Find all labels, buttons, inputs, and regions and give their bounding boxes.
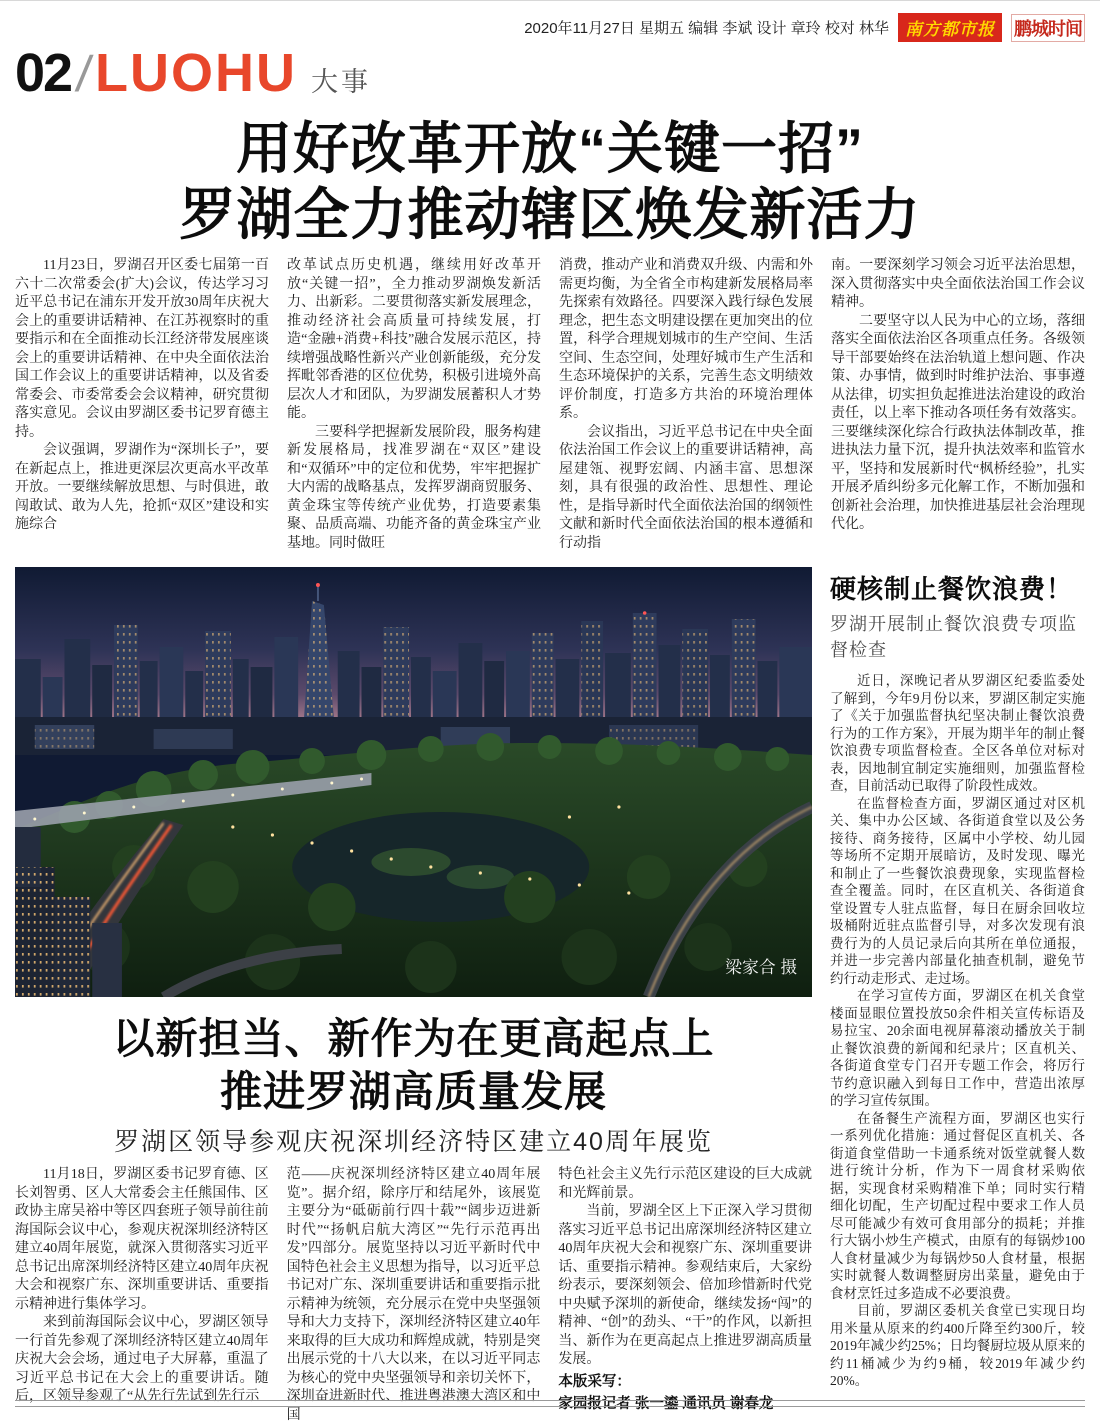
article2-body [15, 1166, 812, 1425]
dateline: 2020年11月27日 星期五 编辑 李斌 设计 章玲 校对 林华 [524, 20, 889, 37]
article2-block [15, 567, 812, 1425]
bottom-rule [15, 1400, 1085, 1407]
photo-credit: 梁家合 摄 [725, 957, 798, 978]
topbar [15, 7, 1085, 42]
paragraph: 范——庆祝深圳经济特区建立40周年展览”。据介绍，除序厅和结尾外，该展览主要分为“砥砺前行四十载”“阔步迈进新时代”“扬帆启航大湾区”“先行示范再出发”四部分。展览坚持以习近平新时代中国特色社会主义思想为指导，以习近平总书记对广东、深圳重要讲话和重要指示批示精神为统领，充分展示在党中央坚强领导和大力支持下，深圳经济特区建立40年来取得的巨大成功和辉煌成就，特别是突出展示党的十八大以来，在以习近平同志为核心的党中央坚强领导和亲切关怀下，深圳奋进新时代、推进粤港澳大湾区和中国 [286, 1167, 541, 1423]
paragraph: 在备餐生产流程方面，罗湖区也实行一系列优化措施：通过督促区直机关、各街道食堂借助一卡通系统对饭堂就餐人数进行统计分析，作为下一周食材采购依据，实现食材采购精准下单；同时实行精细化切配，生产切配过程中要求工作人员尽可能减少有效可食用部分的损耗；并推行大锅小炒生产模式，由原有的每锅炒100人食材量减少为每锅炒50人食材量，根据实时就餐人数调整厨房出菜量，避免由于食材烹饪过多造成不必要浪费。 [830, 1110, 1085, 1301]
second-headline-line1: 以新担当、新作为在更高起点上 [112, 1015, 715, 1063]
article1-column-3 [559, 257, 813, 553]
middle-zone [15, 567, 1085, 1425]
paragraph: 二要坚守以人民为中心的立场，落细落实全面依法治区各项重点任务。各级领导干部要始终在法治轨道上想问题、作决策、办事情，做到时时维护法治、事事遵从法律，切实担负起推进法治建设的政治责任，以上率下推动各项任务有效落实。三要继续深化综合行政执法体制改革，推进执法力量下沉，提升执法效率和监管水平，坚持和发展新时代“枫桥经验”，扎实开展矛盾纠纷多元化解工作，不断加强和创新社会治理，加快推进基层社会治理现代化。 [831, 313, 1085, 533]
main-headline-line1: 用好改革开放“关键一招” [236, 117, 864, 180]
city-photo-illustration [15, 567, 812, 997]
paragraph: 当前，罗湖全区上下正深入学习贯彻落实习近平总书记出席深圳经济特区建立40周年庆祝大会和视察广东、深圳重要讲话、重要指示精神。参观结束后，大家纷纷表示，要深刻领会、倍加珍惜新时代党中央赋予深圳的新使命，继续发扬“闯”的精神、“创”的劲头、“干”的作风，以新担当、新作为在更高起点上推进罗湖高质量发展。 [558, 1204, 812, 1368]
side-article-title: 硬核制止餐饮浪费！ [830, 574, 1074, 605]
paragraph: 改革试点历史机遇，继续用好改革开放“关键一招”，全力推动罗湖焕发新活力、出新彩。二要贯彻落实新发展理念，推动经济社会高质量可持续发展，打造“金融+消费+科技”融合发展示范区，持续增强战略性新兴产业创新能级，充分发挥毗邻香港的区位优势，积极引进境外高层次人才和团队，为罗湖发展蓄积人才势能。 [287, 258, 541, 422]
paragraph: 特色社会主义先行示范区建设的巨大成就和光辉前景。 [558, 1167, 812, 1201]
side-article [830, 567, 1085, 1425]
byline: 家园报记者 张一鎏 通讯员 谢春龙 [558, 1395, 774, 1412]
masthead [15, 42, 1085, 104]
paragraph: 在监督检查方面，罗湖区通过对区机关、集中办公区域、各街道食堂以及公务接待、商务接待，区属中小学校、幼儿园等场所不定期开展暗访，及时发现、曝光和制止了一些餐饮浪费现象，实现监督检查全覆盖。同时，在区直机关、各街道食堂设置专人驻点监督，每日在厨余回收垃圾桶附近驻点监督引导，对多次发现有浪费行为的人员记录后向其所在单位通报，并进一步完善内部量化抽查机制，避免节约行动走形式、走过场。 [830, 795, 1085, 986]
paragraph: 三要科学把握新发展阶段，服务构建新发展格局，找准罗湖在“双区”建设和“双循环”中的定位和优势，牢牢把握扩大内需的战略基点，发挥罗湖商贸服务、黄金珠宝等传统产业优势，打造要素集聚、品质高端、功能齐备的黄金珠宝产业基地。同时做旺 [287, 424, 541, 551]
byline-label: 本版采写： [558, 1373, 631, 1390]
article2-column-3 [558, 1166, 812, 1425]
paragraph: 11月18日，罗湖区委书记罗育德、区长刘智勇、区人大常委会主任熊国伟、区政协主席吴裕中等区四套班子领导前往前海国际会议中心，参观庆祝深圳经济特区建立40周年展览，就深入贯彻落实习近平总书记出席深圳经济特区建立40周年庆祝大会和视察广东、深圳重要讲话、重要指示精神进行集体学习。 [15, 1167, 269, 1312]
article1-column-2 [287, 257, 541, 553]
paragraph: 来到前海国际会议中心，罗湖区领导一行首先参观了深圳经济特区建立40周年庆祝大会会场，通过电子大屏幕，重温了习近平总书记在大会上的重要讲话。随后，区领导参观了“从先行先试到先行示 [15, 1315, 269, 1405]
paragraph: 11月23日，罗湖召开区委七届第一百六十二次常委会(扩大)会议，传达学习习近平总书记在浦东开发开放30周年庆祝大会上的重要讲话精神、在江苏视察时的重要指示和在全面推动长江经济带发展座谈会上的重要讲话精神、在中央全面依法治国工作会议上的重要讲话精神，以及省委常委会、市委常委会会议精神，研究贯彻落实意见。会议由罗湖区委书记罗育德主持。 [15, 258, 269, 440]
paragraph: 目前，罗湖区委机关食堂已实现日均用米量从原来的约400斤降至约300斤，较2019年减少约25%；日均餐厨垃圾从原来的约11桶减少为约9桶，较2019年减少约20%。 [830, 1303, 1085, 1389]
second-headline-line2: 推进罗湖高质量发展 [219, 1067, 607, 1115]
paragraph: 会议指出，习近平总书记在中央全面依法治国工作会议上的重要讲话精神，高屋建瓴、视野宏阔、内涵丰富、思想深刻，具有很强的政治性、思想性、理论性，是指导新时代全面依法治国的纲领性文献和新时代全面依法治国的根本遵循和行动指 [559, 424, 813, 551]
section-subtitle: 大事 [310, 67, 371, 97]
article1-column-4 [831, 257, 1085, 553]
newspaper-logo: 南方都市报 [898, 13, 1002, 42]
second-headline-subhead: 罗湖区领导参观庆祝深圳经济特区建立40周年展览 [114, 1128, 713, 1157]
paragraph: 在学习宣传方面，罗湖区在机关食堂楼面显眼位置投放50余件相关宣传标语及易拉宝、20余面电视屏幕滚动播放关于制止餐饮浪费的新闻和纪录片；区直机关、各街道食堂专门召开专题工作会，将厉行节约意识融入到每日工作中，营造出浓厚的学习宣传氛围。 [830, 988, 1085, 1109]
paragraph: 会议强调，罗湖作为“深圳长子”，要在新起点上，推进更深层次更高水平改革开放。一要继续解放思想、与时俱进，敢闯敢试、敢为人先，抢抓“双区”建设和实施综合 [15, 443, 269, 533]
masthead-slash: / [73, 46, 95, 102]
second-headline [15, 1013, 812, 1118]
section-name: LUOHU [94, 43, 297, 103]
page-number: 02 [15, 43, 72, 103]
article1-column-1 [15, 257, 269, 553]
article2-column-2 [287, 1166, 541, 1425]
city-photo [15, 567, 812, 997]
paragraph: 消费，推动产业和消费双升级、内需和外需更均衡，为全省全市构建新发展格局率先探索有效路径。四要深入践行绿色发展理念，把生态文明建设摆在更加突出的位置，科学合理规划城市的生产空间、生活空间、生态空间，处理好城市生产生活和生态环境保护的关系，完善生态文明绩效评价制度，打造多方共治的环境治理体系。 [559, 258, 813, 422]
side-article-subhead: 罗湖开展制止餐饮浪费专项监督检查 [830, 614, 1077, 661]
main-headline-line2: 罗湖全力推动辖区焕发新活力 [179, 182, 921, 246]
main-headline [15, 116, 1085, 247]
article1-body [15, 257, 1085, 553]
article2-column-1 [15, 1166, 269, 1425]
brand-stamp-logo: 鹏城时间 [1011, 14, 1085, 42]
paragraph: 南。一要深刻学习领会习近平法治思想，深入贯彻落实中央全面依法治国工作会议精神。 [831, 258, 1085, 311]
paragraph: 近日，深晚记者从罗湖区纪委监委处了解到，今年9月份以来，罗湖区制定实施了《关于加强监督执纪坚决制止餐饮浪费行为的工作方案》，开展为期半年的制止餐饮浪费专项监督检查。全区各单位对标对表，因地制宜制定实施细则，加强监督检查，目前活动已取得了阶段性成效。 [830, 673, 1085, 794]
